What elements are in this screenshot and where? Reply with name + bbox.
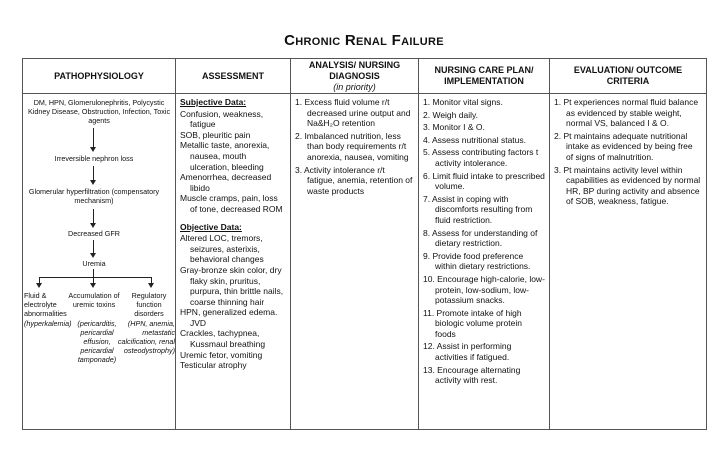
flow-line	[93, 240, 94, 254]
diagnosis-item: 3. Activity intolerance r/t fatigue, anemia, retention of waste products	[295, 164, 413, 196]
nursing-plan-cell	[419, 94, 550, 430]
nursing-diagnosis-list	[295, 97, 414, 196]
arrow-down-icon	[36, 283, 42, 288]
header-nursing-plan: NURSING CARE PLAN/ IMPLEMENTATION	[419, 59, 550, 94]
flow-branch-line	[39, 277, 151, 278]
flow-line	[93, 128, 94, 148]
arrow-down-icon	[90, 147, 96, 152]
arrow-down-icon	[90, 283, 96, 288]
header-analysis-sub: (in priority)	[333, 81, 376, 92]
arrow-down-icon	[90, 253, 96, 258]
plan-item: 2. Weigh daily.	[423, 109, 478, 120]
plan-item: 1. Monitor vital signs.	[423, 97, 503, 107]
subjective-data-title: Subjective Data:	[180, 97, 247, 107]
implementation-list	[423, 97, 545, 386]
care-plan-table	[22, 58, 707, 430]
evaluation-item: 1. Pt experiences normal fluid balance as evidenced by stable weight, normal VS, balanced I & O.	[554, 97, 699, 129]
patho-step-nephron-loss: Irreversible nephron loss	[54, 154, 134, 163]
flow-line	[93, 209, 94, 224]
evaluation-cell	[550, 94, 707, 430]
plan-item: 6. Limit fluid intake to prescribed volume.	[423, 170, 545, 192]
objective-item: Testicular atrophy	[180, 360, 247, 371]
patho-branch-regulatory: Regulatory function disorders	[131, 291, 167, 318]
plan-item: 10. Encourage high-calorie, low-protein, low-sodium, low-potassium snacks.	[423, 273, 545, 306]
patho-step-gfr: Decreased GFR	[68, 229, 120, 238]
objective-item: Gray-bronze skin color, dry flaky skin, pruritus, purpura, thin brittle nails, coarse thinning hair	[180, 264, 284, 307]
patho-branch-regulatory-detail: (HPN, anemia, metastatic calcification, renal osteodystrophy)	[117, 319, 175, 355]
arrow-down-icon	[148, 283, 154, 288]
pathophysiology-cell	[23, 94, 176, 430]
plan-item: 12. Assist in performing activities if fatigued.	[423, 341, 512, 363]
plan-item: 7. Assist in coping with discomforts resulting from fluid restriction.	[423, 193, 533, 225]
plan-item: 8. Assess for understanding of dietary restriction.	[423, 227, 538, 249]
diagnosis-item: 2. Imbalanced nutrition, less than body requirements r/t anorexia, nausea, vomiting	[295, 130, 409, 162]
subjective-item: Confusion, weakness, fatigue	[180, 108, 264, 130]
header-row	[23, 59, 707, 94]
plan-item: 11. Promote intake of high biologic volume protein foods	[423, 307, 522, 339]
patho-step-uremia: Uremia	[82, 259, 106, 268]
objective-data-title: Objective Data:	[180, 221, 242, 232]
plan-item: 4. Assess nutritional status.	[423, 134, 526, 145]
patho-branch-toxins: Accumulation of uremic toxins	[68, 291, 120, 309]
patho-branch-toxins-detail: (pericarditis, pericardial effusion, pericardial tamponade)	[77, 319, 117, 364]
patho-branch-fluid: Fluid & electrolyte abnormalities	[24, 291, 67, 318]
objective-item: Uremic fetor, vomiting	[180, 349, 263, 360]
header-evaluation: EVALUATION/ OUTCOME CRITERIA	[550, 59, 707, 94]
objective-item: Crackles, tachypnea, Kussmaul breathing	[180, 328, 266, 350]
evaluation-item: 2. Pt maintains adequate nutritional intake as evidenced by being free of signs of malnutrition.	[554, 130, 693, 162]
header-pathophysiology: PATHOPHYSIOLOGY	[23, 59, 176, 94]
plan-item: 9. Provide food preference within dietary restrictions.	[423, 250, 531, 272]
subjective-item: Metallic taste, anorexia, nausea, mouth ulceration, bleeding	[180, 140, 270, 172]
patho-step-hyperfiltration: Glomerular hyperfiltration (compensatory mechanism)	[28, 187, 160, 205]
flow-line	[93, 269, 94, 277]
diagnosis-item: 1. Excess fluid volume r/t decreased urine output and Na&H₂O retention	[295, 97, 411, 129]
patho-branch-fluid-detail: (hyperkalemia)	[24, 319, 72, 328]
header-assessment: ASSESSMENT	[176, 59, 291, 94]
arrow-down-icon	[90, 180, 96, 185]
content-row	[23, 94, 707, 430]
arrow-down-icon	[90, 223, 96, 228]
assessment-cell	[176, 94, 291, 430]
subjective-item: Amenorrhea, decreased libido	[180, 172, 272, 193]
outcome-criteria-list	[554, 97, 702, 207]
header-analysis	[291, 59, 419, 94]
header-analysis-label: ANALYSIS/ NURSING DIAGNOSIS	[308, 59, 401, 81]
evaluation-item: 3. Pt maintains activity level within capabilities as evidenced by normal HR, BP during activity and absence of SOB, weakness, fatigue.	[554, 164, 701, 207]
flow-line	[93, 166, 94, 181]
plan-item: 13. Encourage alternating activity with rest.	[423, 364, 521, 386]
analysis-cell	[291, 94, 419, 430]
page-title: Chronic Renal Failure	[284, 32, 444, 49]
plan-item: 5. Assess contributing factors t activity intolerance.	[423, 147, 539, 168]
subjective-item: SOB, pleuritic pain	[180, 129, 251, 140]
subjective-item: Muscle cramps, pain, loss of tone, decreased ROM	[180, 193, 283, 214]
patho-flowchart	[23, 94, 175, 429]
plan-item: 3. Monitor I & O.	[423, 122, 485, 133]
patho-causes: DM, HPN, Glomerulonephritis, Polycystic Kidney Disease, Obstruction, Infection, Toxic agents	[27, 98, 171, 125]
objective-item: Altered LOC, tremors, seizures, asterixis, behavioral changes	[180, 233, 264, 265]
objective-item: HPN, generalized edema. JVD	[180, 307, 278, 328]
